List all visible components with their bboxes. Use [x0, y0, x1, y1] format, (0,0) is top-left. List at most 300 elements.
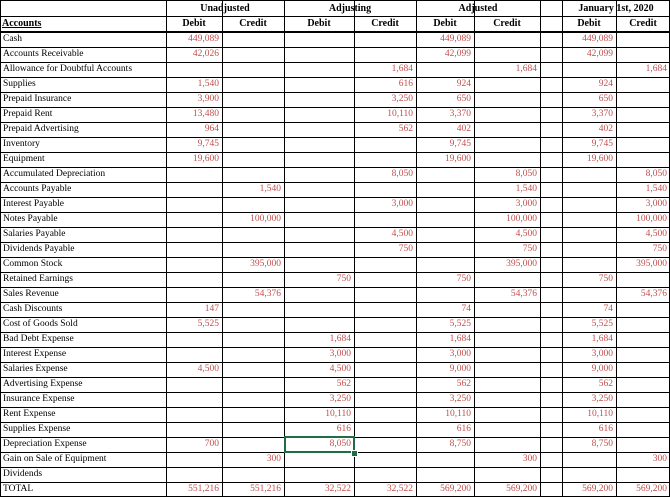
value-cell[interactable]	[416, 257, 471, 272]
value-cell[interactable]: 616	[456, 424, 471, 434]
value-cell[interactable]: 395,000	[506, 259, 537, 269]
value-cell[interactable]: 1,684	[391, 64, 413, 74]
value-cell[interactable]: 3,370	[591, 109, 613, 119]
value-cell[interactable]	[474, 317, 537, 332]
value-cell[interactable]	[416, 242, 471, 257]
value-cell[interactable]: 750	[336, 274, 351, 284]
value-cell[interactable]	[284, 47, 351, 62]
value-cell[interactable]	[284, 152, 351, 167]
value-cell[interactable]: 569,200	[582, 484, 613, 494]
value-cell[interactable]: 8,050	[391, 169, 413, 179]
value-cell[interactable]	[562, 467, 613, 482]
value-cell[interactable]	[284, 302, 351, 317]
value-cell[interactable]	[166, 212, 219, 227]
value-cell[interactable]: 3,900	[197, 94, 219, 104]
value-cell[interactable]	[166, 377, 219, 392]
value-cell[interactable]: 5,525	[591, 319, 613, 329]
value-cell[interactable]	[562, 212, 613, 227]
value-cell[interactable]	[284, 467, 351, 482]
value-cell[interactable]	[284, 212, 351, 227]
value-cell[interactable]	[474, 107, 537, 122]
value-cell[interactable]	[222, 392, 281, 407]
value-cell[interactable]	[354, 212, 413, 227]
value-cell[interactable]	[474, 347, 537, 362]
fill-handle[interactable]	[351, 450, 358, 457]
value-cell[interactable]	[354, 182, 413, 197]
value-cell[interactable]	[166, 287, 219, 302]
value-cell[interactable]: 402	[456, 124, 471, 134]
account-name[interactable]: Dividends Payable	[3, 244, 75, 254]
value-cell[interactable]	[166, 332, 219, 347]
value-cell[interactable]	[474, 47, 537, 62]
value-cell[interactable]: 551,216	[250, 484, 281, 494]
value-cell[interactable]	[222, 152, 281, 167]
value-cell[interactable]	[474, 122, 537, 137]
value-cell[interactable]: 19,600	[444, 154, 471, 164]
value-cell[interactable]: 10,110	[387, 109, 413, 119]
value-cell[interactable]: 616	[336, 424, 351, 434]
value-cell[interactable]: 19,600	[192, 154, 219, 164]
value-cell[interactable]	[284, 92, 351, 107]
value-cell[interactable]: 924	[456, 79, 471, 89]
value-cell[interactable]	[562, 287, 613, 302]
value-cell[interactable]	[166, 167, 219, 182]
value-cell[interactable]	[354, 137, 413, 152]
account-name[interactable]: Rent Expense	[3, 409, 56, 419]
value-cell[interactable]	[474, 272, 537, 287]
grid-hline	[0, 452, 670, 453]
value-cell[interactable]	[222, 407, 281, 422]
value-cell[interactable]	[416, 167, 471, 182]
value-cell[interactable]: 10,110	[325, 409, 351, 419]
value-cell[interactable]	[166, 182, 219, 197]
value-cell[interactable]: 74	[461, 304, 471, 314]
value-cell[interactable]: 8,750	[591, 439, 613, 449]
value-cell[interactable]: 562	[336, 379, 351, 389]
value-cell[interactable]: 3,250	[391, 94, 413, 104]
value-cell[interactable]	[166, 467, 219, 482]
account-name[interactable]: Allowance for Doubtful Accounts	[3, 64, 133, 74]
value-cell[interactable]	[284, 257, 351, 272]
value-cell[interactable]	[616, 377, 667, 392]
value-cell[interactable]: 449,089	[440, 34, 471, 44]
value-cell[interactable]: 3,250	[449, 394, 471, 404]
grid-hline	[0, 152, 670, 153]
value-cell[interactable]	[474, 32, 537, 47]
value-cell[interactable]: 569,200	[440, 484, 471, 494]
value-cell[interactable]: 650	[456, 94, 471, 104]
value-cell[interactable]	[616, 437, 667, 452]
account-name[interactable]: Sales Revenue	[3, 289, 59, 299]
value-cell[interactable]: 9,745	[449, 139, 471, 149]
value-cell[interactable]	[284, 182, 351, 197]
value-cell[interactable]	[222, 122, 281, 137]
header-debit-2: Debit	[307, 18, 331, 29]
value-cell[interactable]: 8,050	[329, 439, 351, 449]
value-cell[interactable]	[474, 437, 537, 452]
account-name[interactable]: Cash Discounts	[3, 304, 63, 314]
value-cell[interactable]	[166, 422, 219, 437]
value-cell[interactable]	[222, 137, 281, 152]
value-cell[interactable]: 402	[598, 124, 613, 134]
value-cell[interactable]	[616, 317, 667, 332]
value-cell[interactable]: 3,250	[329, 394, 351, 404]
value-cell[interactable]	[222, 227, 281, 242]
value-cell[interactable]	[354, 257, 413, 272]
value-cell[interactable]: 10,110	[587, 409, 613, 419]
value-cell[interactable]	[354, 362, 413, 377]
value-cell[interactable]: 616	[598, 424, 613, 434]
value-cell[interactable]	[284, 77, 351, 92]
value-cell[interactable]: 750	[456, 274, 471, 284]
value-cell[interactable]	[616, 422, 667, 437]
value-cell[interactable]	[616, 152, 667, 167]
value-cell[interactable]	[354, 467, 413, 482]
value-cell[interactable]	[416, 62, 471, 77]
value-cell[interactable]	[222, 107, 281, 122]
value-cell[interactable]	[222, 317, 281, 332]
value-cell[interactable]	[474, 467, 537, 482]
grid-hline	[0, 317, 670, 318]
value-cell[interactable]	[474, 332, 537, 347]
value-cell[interactable]	[284, 122, 351, 137]
value-cell[interactable]: 449,089	[582, 34, 613, 44]
value-cell[interactable]: 9,000	[449, 364, 471, 374]
header-group-3: January 1st, 2020	[578, 3, 654, 14]
value-cell[interactable]	[616, 272, 667, 287]
value-cell[interactable]: 100,000	[636, 214, 667, 224]
value-cell[interactable]	[416, 227, 471, 242]
header-debit-6: Debit	[577, 18, 601, 29]
value-cell[interactable]	[616, 137, 667, 152]
account-name[interactable]: Accounts Receivable	[3, 49, 84, 59]
value-cell[interactable]	[166, 227, 219, 242]
value-cell[interactable]	[354, 392, 413, 407]
header-credit-7: Credit	[629, 18, 657, 29]
account-name[interactable]: Salaries Payable	[3, 229, 66, 239]
value-cell[interactable]: 74	[603, 304, 613, 314]
grid-hline	[0, 482, 670, 483]
value-cell[interactable]: 569,200	[636, 484, 667, 494]
value-cell[interactable]	[354, 332, 413, 347]
grid-vline	[616, 0, 617, 497]
value-cell[interactable]: 750	[398, 244, 413, 254]
value-cell[interactable]: 3,000	[515, 199, 537, 209]
value-cell[interactable]	[354, 47, 413, 62]
value-cell[interactable]	[562, 167, 613, 182]
value-cell[interactable]	[416, 452, 471, 467]
value-cell[interactable]	[416, 467, 471, 482]
value-cell[interactable]	[284, 137, 351, 152]
value-cell[interactable]: 4,500	[515, 229, 537, 239]
value-cell[interactable]	[354, 422, 413, 437]
value-cell[interactable]	[354, 152, 413, 167]
value-cell[interactable]	[616, 47, 667, 62]
value-cell[interactable]: 750	[522, 244, 537, 254]
value-cell[interactable]	[474, 137, 537, 152]
value-cell[interactable]	[166, 242, 219, 257]
value-cell[interactable]	[616, 407, 667, 422]
value-cell[interactable]: 4,500	[645, 229, 667, 239]
value-cell[interactable]: 449,089	[188, 34, 219, 44]
value-cell[interactable]: 5,525	[197, 319, 219, 329]
value-cell[interactable]	[474, 392, 537, 407]
value-cell[interactable]: 54,376	[640, 289, 667, 299]
value-cell[interactable]	[222, 437, 281, 452]
account-name[interactable]: Equipment	[3, 154, 45, 164]
value-cell[interactable]: 395,000	[636, 259, 667, 269]
value-cell[interactable]	[616, 32, 667, 47]
value-cell[interactable]: 562	[456, 379, 471, 389]
value-cell[interactable]: 8,050	[645, 169, 667, 179]
value-cell[interactable]	[354, 347, 413, 362]
value-cell[interactable]	[562, 182, 613, 197]
value-cell[interactable]	[166, 392, 219, 407]
grid-hline	[0, 422, 670, 423]
grid-hline	[0, 407, 670, 408]
value-cell[interactable]: 924	[598, 79, 613, 89]
account-name[interactable]: Gain on Sale of Equipment	[3, 454, 107, 464]
value-cell[interactable]: 3,000	[329, 349, 351, 359]
value-cell[interactable]	[562, 227, 613, 242]
grid-hline	[0, 272, 670, 273]
value-cell[interactable]	[284, 107, 351, 122]
value-cell[interactable]	[474, 302, 537, 317]
value-cell[interactable]	[166, 452, 219, 467]
value-cell[interactable]: 3,250	[591, 394, 613, 404]
account-name[interactable]: Prepaid Rent	[3, 109, 53, 119]
value-cell[interactable]	[222, 347, 281, 362]
value-cell[interactable]	[616, 107, 667, 122]
value-cell[interactable]	[354, 272, 413, 287]
value-cell[interactable]: 9,000	[591, 364, 613, 374]
value-cell[interactable]	[416, 287, 471, 302]
value-cell[interactable]	[222, 32, 281, 47]
value-cell[interactable]	[474, 377, 537, 392]
account-name[interactable]: Advertising Expense	[3, 379, 83, 389]
value-cell[interactable]: 54,376	[510, 289, 537, 299]
value-cell[interactable]: 1,540	[197, 79, 219, 89]
value-cell[interactable]	[166, 407, 219, 422]
value-cell[interactable]	[562, 242, 613, 257]
value-cell[interactable]	[354, 437, 413, 452]
value-cell[interactable]: 750	[598, 274, 613, 284]
value-cell[interactable]	[354, 287, 413, 302]
value-cell[interactable]: 562	[598, 379, 613, 389]
value-cell[interactable]	[616, 302, 667, 317]
value-cell[interactable]: 1,684	[449, 334, 471, 344]
value-cell[interactable]: 300	[266, 454, 281, 464]
value-cell[interactable]: 4,500	[197, 364, 219, 374]
value-cell[interactable]: 3,000	[591, 349, 613, 359]
value-cell[interactable]: 700	[204, 439, 219, 449]
value-cell[interactable]	[222, 77, 281, 92]
value-cell[interactable]	[616, 467, 667, 482]
grid-hline	[0, 62, 670, 63]
value-cell[interactable]: 13,480	[192, 109, 219, 119]
grid-hline	[0, 197, 670, 198]
value-cell[interactable]: 1,684	[515, 64, 537, 74]
value-cell[interactable]	[222, 302, 281, 317]
value-cell[interactable]	[222, 92, 281, 107]
value-cell[interactable]: 395,000	[250, 259, 281, 269]
value-cell[interactable]: 4,500	[329, 364, 351, 374]
value-cell[interactable]	[562, 257, 613, 272]
value-cell[interactable]: 1,684	[645, 64, 667, 74]
value-cell[interactable]: 32,522	[386, 484, 413, 494]
value-cell[interactable]: 1,684	[329, 334, 351, 344]
value-cell[interactable]	[284, 287, 351, 302]
account-name[interactable]: Salaries Expense	[3, 364, 68, 374]
account-name[interactable]: TOTAL	[3, 484, 34, 494]
value-cell[interactable]	[222, 467, 281, 482]
value-cell[interactable]	[416, 197, 471, 212]
value-cell[interactable]: 100,000	[506, 214, 537, 224]
account-name[interactable]: Insurance Expense	[3, 394, 75, 404]
value-cell[interactable]: 19,600	[586, 154, 613, 164]
account-name[interactable]: Accumulated Depreciation	[3, 169, 106, 179]
value-cell[interactable]	[616, 392, 667, 407]
value-cell[interactable]: 100,000	[250, 214, 281, 224]
account-name[interactable]: Supplies	[3, 79, 36, 89]
value-cell[interactable]: 551,216	[188, 484, 219, 494]
value-cell[interactable]	[284, 452, 351, 467]
value-cell[interactable]	[354, 377, 413, 392]
value-cell[interactable]: 569,200	[506, 484, 537, 494]
value-cell[interactable]	[354, 32, 413, 47]
value-cell[interactable]	[222, 362, 281, 377]
value-cell[interactable]	[354, 317, 413, 332]
value-cell[interactable]	[166, 62, 219, 77]
value-cell[interactable]: 10,110	[445, 409, 471, 419]
value-cell[interactable]	[562, 62, 613, 77]
grid-hline	[0, 377, 670, 378]
grid-vline	[354, 0, 355, 497]
value-cell[interactable]	[416, 182, 471, 197]
value-cell[interactable]	[284, 317, 351, 332]
grid-hline	[0, 16, 670, 17]
account-name[interactable]: Prepaid Advertising	[3, 124, 79, 134]
value-cell[interactable]	[616, 92, 667, 107]
value-cell[interactable]	[354, 407, 413, 422]
value-cell[interactable]	[222, 62, 281, 77]
value-cell[interactable]	[474, 77, 537, 92]
value-cell[interactable]: 3,000	[449, 349, 471, 359]
header-credit-1: Credit	[239, 18, 267, 29]
value-cell[interactable]: 1,684	[591, 334, 613, 344]
account-name[interactable]: Interest Payable	[3, 199, 64, 209]
account-name[interactable]: Supplies Expense	[3, 424, 71, 434]
account-name[interactable]: Interest Expense	[3, 349, 67, 359]
value-cell[interactable]	[222, 377, 281, 392]
value-cell[interactable]	[474, 362, 537, 377]
value-cell[interactable]	[284, 62, 351, 77]
account-name[interactable]: Dividends	[3, 469, 43, 479]
value-cell[interactable]	[616, 347, 667, 362]
value-cell[interactable]	[562, 197, 613, 212]
value-cell[interactable]: 1,540	[259, 184, 281, 194]
value-cell[interactable]: 300	[522, 454, 537, 464]
account-name[interactable]: Prepaid Insurance	[3, 94, 72, 104]
account-name[interactable]: Depreciation Expense	[3, 439, 87, 449]
value-cell[interactable]: 42,026	[192, 49, 219, 59]
value-cell[interactable]: 9,745	[197, 139, 219, 149]
value-cell[interactable]: 650	[598, 94, 613, 104]
value-cell[interactable]: 42,099	[444, 49, 471, 59]
value-cell[interactable]: 54,376	[254, 289, 281, 299]
value-cell[interactable]	[222, 422, 281, 437]
value-cell[interactable]	[222, 272, 281, 287]
value-cell[interactable]	[284, 32, 351, 47]
value-cell[interactable]	[166, 347, 219, 362]
value-cell[interactable]: 147	[204, 304, 219, 314]
value-cell[interactable]: 3,370	[449, 109, 471, 119]
value-cell[interactable]	[616, 77, 667, 92]
value-cell[interactable]	[474, 422, 537, 437]
value-cell[interactable]	[222, 47, 281, 62]
account-name[interactable]: Cash	[3, 34, 22, 44]
value-cell[interactable]: 5,525	[449, 319, 471, 329]
value-cell[interactable]: 616	[398, 79, 413, 89]
account-name[interactable]: Bad Debt Expense	[3, 334, 74, 344]
value-cell[interactable]	[354, 302, 413, 317]
account-name[interactable]: Cost of Goods Sold	[3, 319, 78, 329]
value-cell[interactable]: 562	[398, 124, 413, 134]
value-cell[interactable]	[474, 92, 537, 107]
value-cell[interactable]	[166, 272, 219, 287]
value-cell[interactable]: 32,522	[324, 484, 351, 494]
value-cell[interactable]	[222, 332, 281, 347]
value-cell[interactable]	[616, 362, 667, 377]
value-cell[interactable]	[416, 212, 471, 227]
value-cell[interactable]: 964	[204, 124, 219, 134]
value-cell[interactable]	[284, 167, 351, 182]
value-cell[interactable]	[474, 407, 537, 422]
value-cell[interactable]: 4,500	[391, 229, 413, 239]
account-name[interactable]: Inventory	[3, 139, 40, 149]
value-cell[interactable]: 300	[652, 454, 667, 464]
value-cell[interactable]	[616, 332, 667, 347]
value-cell[interactable]	[222, 242, 281, 257]
value-cell[interactable]: 9,745	[591, 139, 613, 149]
value-cell[interactable]	[166, 257, 219, 272]
value-cell[interactable]	[222, 167, 281, 182]
value-cell[interactable]	[562, 452, 613, 467]
value-cell[interactable]: 1,540	[645, 184, 667, 194]
value-cell[interactable]: 42,099	[586, 49, 613, 59]
value-cell[interactable]	[166, 197, 219, 212]
value-cell[interactable]: 1,540	[515, 184, 537, 194]
value-cell[interactable]: 8,050	[515, 169, 537, 179]
grid-vline	[416, 0, 417, 497]
header-debit-0: Debit	[182, 18, 206, 29]
account-name[interactable]: Common Stock	[3, 259, 63, 269]
account-name[interactable]: Retained Earnings	[3, 274, 73, 284]
value-cell[interactable]: 8,750	[449, 439, 471, 449]
value-cell[interactable]: 750	[652, 244, 667, 254]
value-cell[interactable]	[354, 452, 413, 467]
value-cell[interactable]	[616, 122, 667, 137]
value-cell[interactable]	[474, 152, 537, 167]
value-cell[interactable]: 3,000	[391, 199, 413, 209]
account-name[interactable]: Accounts Payable	[3, 184, 72, 194]
value-cell[interactable]: 3,000	[645, 199, 667, 209]
value-cell[interactable]	[284, 227, 351, 242]
value-cell[interactable]	[284, 197, 351, 212]
account-name[interactable]: Notes Payable	[3, 214, 58, 224]
value-cell[interactable]	[222, 197, 281, 212]
value-cell[interactable]	[284, 242, 351, 257]
